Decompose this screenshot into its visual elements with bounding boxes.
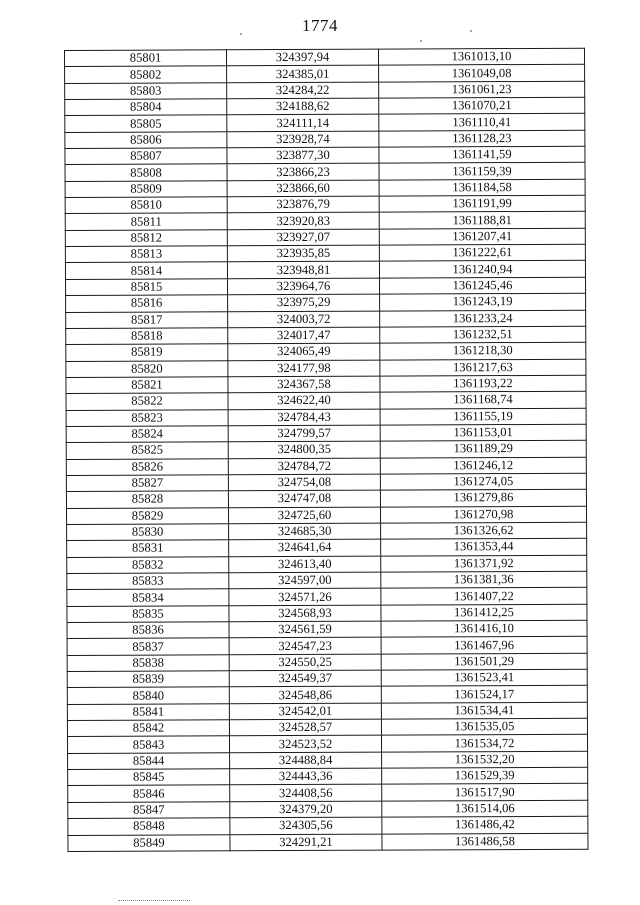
point-number-cell: 85827: [66, 475, 228, 492]
table-row: [65, 228, 585, 247]
point-number-cell: 85830: [67, 524, 229, 541]
table-row: [67, 702, 587, 721]
x-coordinate-cell: 324561,59: [229, 621, 381, 638]
point-number-cell: 85835: [67, 605, 229, 622]
y-coordinate-cell: 1361353,44: [381, 539, 587, 556]
table-row: [67, 686, 587, 705]
table-row: [65, 81, 585, 100]
table-row: [65, 97, 585, 116]
y-coordinate-cell: 1361159,39: [379, 163, 585, 180]
y-coordinate-cell: 1361013,10: [378, 48, 584, 65]
table-row: [65, 163, 585, 182]
x-coordinate-cell: 324571,26: [229, 588, 381, 605]
y-coordinate-cell: 1361168,74: [380, 391, 586, 408]
y-coordinate-cell: 1361486,42: [382, 816, 588, 833]
table-row: [66, 342, 586, 361]
x-coordinate-cell: 324065,49: [228, 343, 380, 360]
point-number-cell: 85811: [65, 213, 227, 230]
x-coordinate-cell: 324017,47: [228, 327, 380, 344]
table-row: [66, 391, 586, 410]
x-coordinate-cell: 324488,84: [230, 752, 382, 769]
y-coordinate-cell: 1361534,41: [381, 702, 587, 719]
table-row: [67, 539, 587, 558]
point-number-cell: 85822: [66, 393, 228, 410]
table-row: [66, 326, 586, 345]
y-coordinate-cell: 1361326,62: [381, 522, 587, 539]
point-number-cell: 85801: [65, 50, 227, 67]
y-coordinate-cell: 1361534,72: [381, 735, 587, 752]
scan-artifact-rule: [118, 900, 190, 901]
point-number-cell: 85838: [67, 655, 229, 672]
point-number-cell: 85803: [65, 82, 227, 99]
x-coordinate-cell: 324784,72: [228, 458, 380, 475]
table-row: [67, 653, 587, 672]
table-row: [65, 261, 585, 280]
y-coordinate-cell: 1361141,59: [379, 146, 585, 163]
x-coordinate-cell: 324641,64: [229, 539, 381, 556]
x-coordinate-cell: 324622,40: [228, 392, 380, 409]
y-coordinate-cell: 1361467,96: [381, 637, 587, 654]
y-coordinate-cell: 1361524,17: [381, 686, 587, 703]
x-coordinate-cell: 323876,79: [227, 196, 379, 213]
x-coordinate-cell: 323877,30: [227, 147, 379, 164]
y-coordinate-cell: 1361486,58: [382, 833, 588, 850]
y-coordinate-cell: 1361153,01: [380, 424, 586, 441]
point-number-cell: 85815: [66, 279, 228, 296]
table-row: [67, 620, 587, 639]
y-coordinate-cell: 1361246,12: [380, 457, 586, 474]
y-coordinate-cell: 1361514,06: [382, 800, 588, 817]
point-number-cell: 85808: [65, 164, 227, 181]
table-row: [67, 604, 587, 623]
point-number-cell: 85831: [67, 540, 229, 557]
y-coordinate-cell: 1361207,41: [379, 228, 585, 245]
x-coordinate-cell: 323866,60: [227, 180, 379, 197]
table-row: [67, 555, 587, 574]
scan-speck: [240, 33, 242, 35]
point-number-cell: 85840: [67, 687, 229, 704]
table-row: [66, 457, 586, 476]
y-coordinate-cell: 1361416,10: [381, 620, 587, 637]
y-coordinate-cell: 1361188,81: [379, 212, 585, 229]
y-coordinate-cell: 1361184,58: [379, 179, 585, 196]
x-coordinate-cell: 324725,60: [228, 507, 380, 524]
x-coordinate-cell: 324685,30: [229, 523, 381, 540]
table-row: [65, 195, 585, 214]
point-number-cell: 85816: [66, 295, 228, 312]
table-row: [65, 130, 585, 149]
y-coordinate-cell: 1361245,46: [379, 277, 585, 294]
y-coordinate-cell: 1361535,05: [381, 718, 587, 735]
y-coordinate-cell: 1361407,22: [381, 588, 587, 605]
point-number-cell: 85821: [66, 377, 228, 394]
x-coordinate-cell: 323935,85: [227, 245, 379, 262]
point-number-cell: 85826: [66, 458, 228, 475]
table-row: [66, 408, 586, 427]
x-coordinate-cell: 323975,29: [228, 294, 380, 311]
point-number-cell: 85829: [66, 507, 228, 524]
point-number-cell: 85845: [68, 769, 230, 786]
x-coordinate-cell: 324408,56: [230, 785, 382, 802]
point-number-cell: 85846: [68, 785, 230, 802]
point-number-cell: 85847: [68, 802, 230, 819]
point-number-cell: 85828: [66, 491, 228, 508]
x-coordinate-cell: 324443,36: [230, 768, 382, 785]
y-coordinate-cell: 1361523,41: [381, 669, 587, 686]
point-number-cell: 85809: [65, 181, 227, 198]
x-coordinate-cell: 323866,23: [227, 164, 379, 181]
table-row: [67, 669, 587, 688]
table-row: [68, 751, 588, 770]
x-coordinate-cell: 324528,57: [229, 719, 381, 736]
x-coordinate-cell: 324568,93: [229, 605, 381, 622]
point-number-cell: 85806: [65, 132, 227, 149]
x-coordinate-cell: 324550,25: [229, 654, 381, 671]
table-row: [67, 735, 587, 754]
table-row: [66, 277, 586, 296]
y-coordinate-cell: 1361217,63: [380, 359, 586, 376]
y-coordinate-cell: 1361381,36: [381, 571, 587, 588]
table-row: [67, 588, 587, 607]
point-number-cell: 85813: [65, 246, 227, 263]
point-number-cell: 85834: [67, 589, 229, 606]
x-coordinate-cell: 324800,35: [228, 441, 380, 458]
table-row: [66, 375, 586, 394]
y-coordinate-cell: 1361193,22: [380, 375, 586, 392]
x-coordinate-cell: 324542,01: [229, 703, 381, 720]
point-number-cell: 85812: [65, 230, 227, 247]
x-coordinate-cell: 324305,56: [230, 817, 382, 834]
point-number-cell: 85804: [65, 99, 227, 116]
point-number-cell: 85818: [66, 328, 228, 345]
table-row: [66, 424, 586, 443]
x-coordinate-cell: 323948,81: [227, 262, 379, 279]
point-number-cell: 85823: [66, 409, 228, 426]
y-coordinate-cell: 1361529,39: [382, 767, 588, 784]
point-number-cell: 85819: [66, 344, 228, 361]
scan-speck: [420, 40, 422, 42]
table-row: [68, 816, 588, 835]
scan-speck: [470, 30, 472, 32]
page-number: 1774: [302, 16, 338, 35]
x-coordinate-cell: 324003,72: [228, 311, 380, 328]
point-number-cell: 85820: [66, 360, 228, 377]
x-coordinate-cell: 323964,76: [227, 278, 379, 295]
y-coordinate-cell: 1361279,86: [380, 490, 586, 507]
point-number-cell: 85825: [66, 442, 228, 459]
point-number-cell: 85832: [67, 556, 229, 573]
table-row: [65, 146, 585, 165]
point-number-cell: 85807: [65, 148, 227, 165]
table-row: [66, 310, 586, 329]
x-coordinate-cell: 324188,62: [227, 98, 379, 115]
x-coordinate-cell: 324747,08: [228, 490, 380, 507]
table-row: [68, 800, 588, 819]
y-coordinate-cell: 1361532,20: [382, 751, 588, 768]
table-row: [68, 784, 588, 803]
point-number-cell: 85824: [66, 426, 228, 443]
y-coordinate-cell: 1361049,08: [379, 65, 585, 82]
y-coordinate-cell: 1361070,21: [379, 97, 585, 114]
y-coordinate-cell: 1361222,61: [379, 244, 585, 261]
table-row: [67, 571, 587, 590]
table-row: [66, 473, 586, 492]
table-row: [68, 833, 588, 852]
x-coordinate-cell: 324597,00: [229, 572, 381, 589]
y-coordinate-cell: 1361110,41: [379, 114, 585, 131]
table-row: [65, 114, 585, 133]
x-coordinate-cell: 324284,22: [227, 82, 379, 99]
point-number-cell: 85810: [65, 197, 227, 214]
table-row: [66, 490, 586, 509]
x-coordinate-cell: 324754,08: [228, 474, 380, 491]
y-coordinate-cell: 1361232,51: [380, 326, 586, 343]
point-number-cell: 85843: [67, 736, 229, 753]
point-number-cell: 85817: [66, 311, 228, 328]
point-number-cell: 85844: [68, 753, 230, 770]
y-coordinate-cell: 1361189,29: [380, 440, 586, 457]
table-row: [66, 359, 586, 378]
table-row: [65, 212, 585, 231]
table-row: [65, 48, 585, 67]
x-coordinate-cell: 323927,07: [227, 229, 379, 246]
x-coordinate-cell: 324548,86: [229, 687, 381, 704]
point-number-cell: 85842: [67, 720, 229, 737]
x-coordinate-cell: 324385,01: [227, 65, 379, 82]
coordinates-table-container: [64, 50, 584, 852]
x-coordinate-cell: 324379,20: [230, 801, 382, 818]
y-coordinate-cell: 1361243,19: [380, 293, 586, 310]
y-coordinate-cell: 1361371,92: [381, 555, 587, 572]
y-coordinate-cell: 1361218,30: [380, 342, 586, 359]
table-row: [67, 522, 587, 541]
y-coordinate-cell: 1361274,05: [380, 473, 586, 490]
point-number-cell: 85836: [67, 622, 229, 639]
y-coordinate-cell: 1361412,25: [381, 604, 587, 621]
table-row: [67, 718, 587, 737]
table-row: [65, 65, 585, 84]
table-row: [65, 244, 585, 263]
table-row: [67, 637, 587, 656]
x-coordinate-cell: 324177,98: [228, 360, 380, 377]
x-coordinate-cell: 324549,37: [229, 670, 381, 687]
x-coordinate-cell: 323928,74: [227, 131, 379, 148]
y-coordinate-cell: 1361155,19: [380, 408, 586, 425]
y-coordinate-cell: 1361240,94: [379, 261, 585, 278]
y-coordinate-cell: 1361061,23: [379, 81, 585, 98]
x-coordinate-cell: 324799,57: [228, 425, 380, 442]
point-number-cell: 85802: [65, 66, 227, 83]
x-coordinate-cell: 324397,94: [227, 49, 379, 66]
point-number-cell: 85805: [65, 115, 227, 132]
x-coordinate-cell: 324613,40: [229, 556, 381, 573]
y-coordinate-cell: 1361517,90: [382, 784, 588, 801]
coordinates-table: [64, 48, 588, 852]
x-coordinate-cell: 324547,23: [229, 637, 381, 654]
x-coordinate-cell: 323920,83: [227, 213, 379, 230]
point-number-cell: 85849: [68, 834, 230, 851]
coordinates-table-body: [65, 48, 588, 851]
y-coordinate-cell: 1361128,23: [379, 130, 585, 147]
table-row: [66, 440, 586, 459]
table-row: [68, 767, 588, 786]
point-number-cell: 85837: [67, 638, 229, 655]
table-row: [65, 179, 585, 198]
x-coordinate-cell: 324291,21: [230, 834, 382, 851]
point-number-cell: 85848: [68, 818, 230, 835]
point-number-cell: 85833: [67, 573, 229, 590]
point-number-cell: 85814: [65, 262, 227, 279]
y-coordinate-cell: 1361233,24: [380, 310, 586, 327]
x-coordinate-cell: 324367,58: [228, 376, 380, 393]
point-number-cell: 85839: [67, 671, 229, 688]
x-coordinate-cell: 324784,43: [228, 409, 380, 426]
y-coordinate-cell: 1361501,29: [381, 653, 587, 670]
table-row: [66, 293, 586, 312]
y-coordinate-cell: 1361191,99: [379, 195, 585, 212]
x-coordinate-cell: 324111,14: [227, 115, 379, 132]
point-number-cell: 85841: [67, 704, 229, 721]
table-row: [66, 506, 586, 525]
y-coordinate-cell: 1361270,98: [380, 506, 586, 523]
x-coordinate-cell: 324523,52: [229, 736, 381, 753]
